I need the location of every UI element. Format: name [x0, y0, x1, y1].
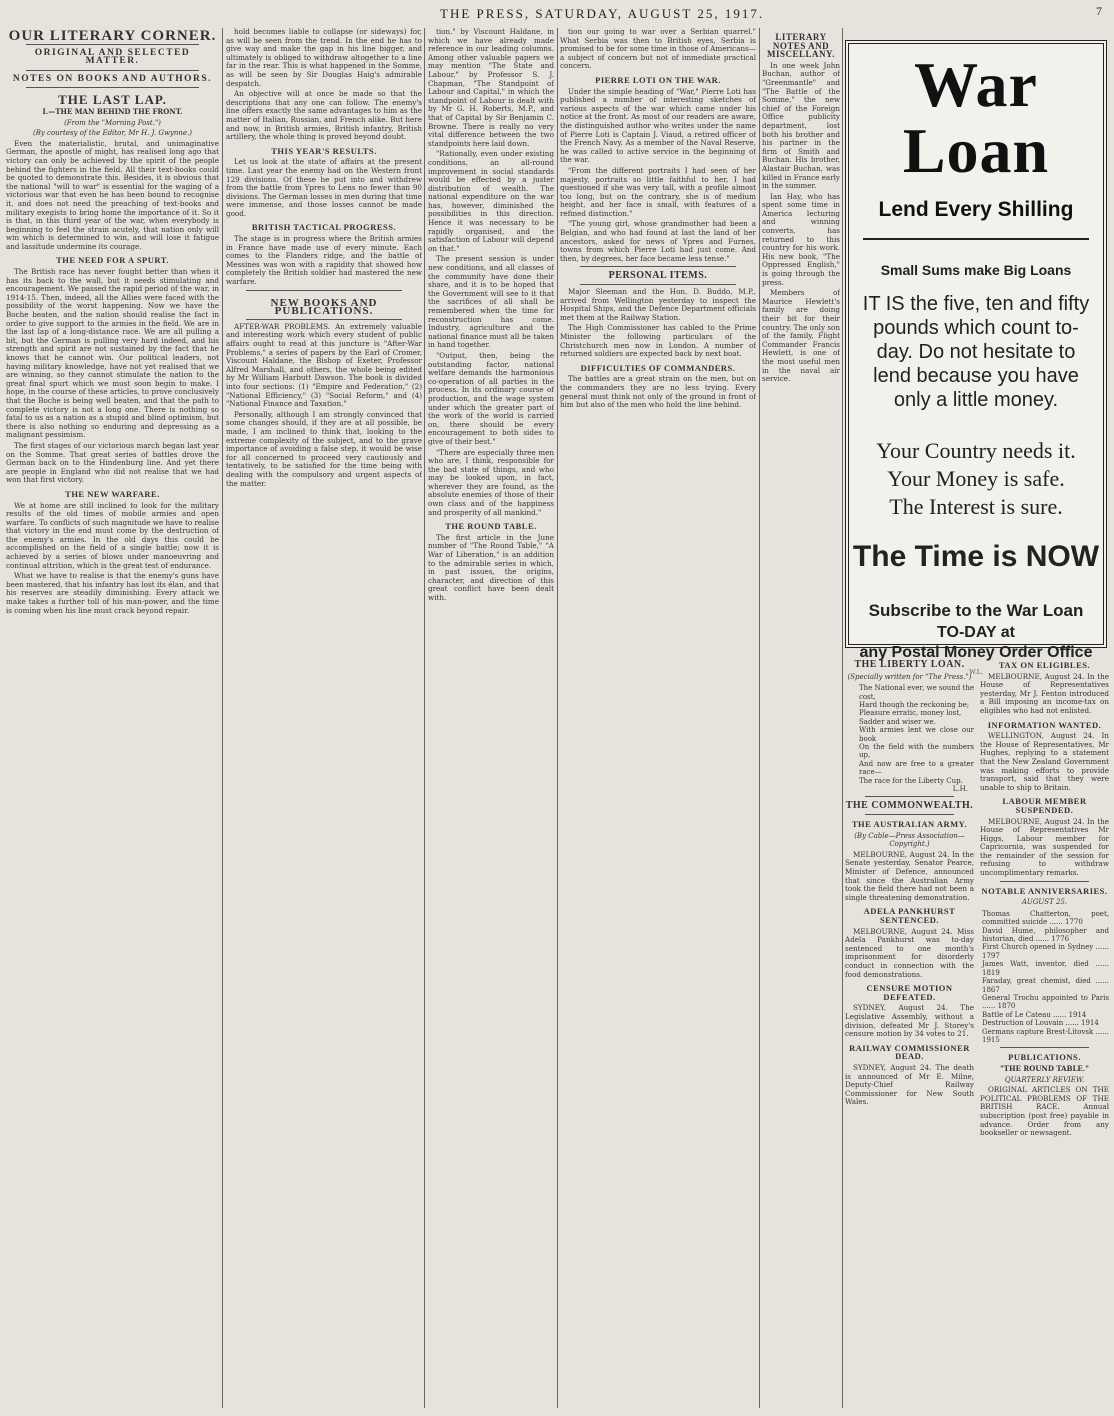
list-item: Faraday, great chemist, died ...... 1867 — [982, 977, 1109, 994]
masthead — [0, 4, 1114, 26]
paragraph: Ian Hay, who has spent some time in America lecturing and winning converts, has returned to this country for his work. His new book, "The Oppressed English," is going through the press. — [762, 191, 840, 287]
divider — [865, 814, 954, 815]
paragraph: SYDNEY, August 24. The death is announced of Mr E. Milne, Deputy-Chief Railway Commissioner for New South Wales. — [845, 1062, 974, 1107]
publication-subtitle: QUARTERLY REVIEW. — [1004, 1075, 1085, 1084]
literary-notes-heading: LITERARY NOTES AND MISCELLANY. — [767, 32, 835, 60]
list-item: General Trochu appointed to Paris ...... 1870 — [982, 993, 1109, 1011]
subheading: RAILWAY COMMISSIONER DEAD. — [849, 1042, 970, 1062]
subheading: TAX ON ELIGIBLES. — [998, 660, 1091, 670]
paragraph: MELBOURNE, August 24. Miss Adela Pankhurst was to-day sentenced to one month's imprisonment for disorderly conduct in connection with the food demonstrations. — [845, 926, 974, 979]
section-heading: OUR LITERARY CORNER. — [8, 28, 217, 44]
ad-code: W.L. — [969, 668, 983, 676]
poem-line: Pleasure erratic, money lost, — [859, 709, 962, 718]
article-subtitle: I.—THE MAN BEHIND THE FRONT. — [42, 106, 183, 116]
paragraph: tion." by Viscount Haldane, in which we have already made reference in our leading columns. Among other valuable papers we may mention "The State and Labour," by Professor S. J. Chapman, "The Standpoint of Labour and Capital," in which the standpoint of Labour is dealt with by Mr G. H. Roberts, M.P., and that of Capital by Sir Benjamin C. Browne. There is really no very vital difference between the two standpoints here laid down. — [428, 28, 554, 148]
article-credit: (By courtesy of the Editor, Mr H. J. Gwynne.) — [32, 129, 193, 138]
column-5 — [762, 28, 840, 648]
poem-signature: L.H. — [952, 785, 968, 794]
poem-line: Hard though the reckoning be; — [859, 701, 970, 709]
column-rule — [557, 28, 558, 1408]
ad-subscribe: Subscribe to the War Loan — [868, 601, 1084, 620]
column-3 — [428, 28, 554, 1408]
divider — [580, 266, 736, 267]
liberty-poem — [859, 684, 974, 793]
paragraph: What we have to realise is that the enemy's guns have been mastered, that his infantry has lost its élan, and that his reserves are steadily diminishing. Every attack we make takes a further toll of his man-power, and the time is coming when his line must crack beyond repair. — [6, 571, 219, 615]
column-6 — [845, 656, 1109, 1396]
paragraph: hold becomes liable to collapse (or sideways) for, as will be seen from the trend. In the end he has to give way and make the gap in his line bigger, and ultimately is obliged to withdraw altogether to a line far in the rear. This is what happened in the Somme, as will be seen by Sir Douglas Haig's admirable despatch. — [226, 28, 422, 88]
paragraph: The first stages of our victorious march began last year on the Somme. That great series of battles drove the German back on to the Hindenburg line. And yet there are people in England who did not realise that we had won that first victory. — [6, 440, 219, 485]
poem-line: Sadder and wiser we. — [859, 717, 936, 726]
paragraph: The battles are a great strain on the men, but on the commanders they are no less trying. Every general must think not only of the ground in front of him but also of the men who hold the line behind. — [560, 374, 756, 410]
paragraph: The British race has never fought better than when it has its back to the wall, but it needs stimulating and encouragement. We passed the rapid period of the war, in 1914-15. Then, indeed, all the Allies were faced with the possibility of the worst happening. Now we have the Boche beaten, and the nation should realise the fact in order to give support to the armies in the field. We are in the last lap of a long-distance race. We are all pulling a bit, but the German is pulling very hard indeed, and his strength and spirit are not sustained by the fact that he knows that he cannot win. Our political leaders, not having military knowledge, have not yet realised that we are winning, so they cannot stimulate the nation to the great final spurt which we must soon begin to make. I hope, in the course of these articles, to prove conclusively that the Boche is being well beaten, and that the path to complete victory is not a long one. There is nothing so fatal to us as a nation as a stupid and blind optimism, but there is also nothing so enduring and depressing as a malignant pessimism. — [6, 267, 219, 440]
divider — [26, 70, 199, 71]
column-rule — [842, 28, 843, 1408]
paragraph: MELBOURNE, August 24. In the House of Representatives yesterday, Mr J. Fenton introduced a Bill imposing an income-tax on eligibles who had not enlisted. — [980, 671, 1109, 715]
paragraph: Personally, although I am strongly convinced that some changes should, if they are at all possible, be made, I am inclined to think that, looking to the extreme complexity of the subject, and to the grave importance of avoiding a false step, it would be wise for all concerned to proceed very cautiously and tentatively, to be satisfied for the time being with dealing with the compulsory and urgent aspects of the matter. — [226, 409, 422, 488]
subheading: PERSONAL ITEMS. — [608, 270, 708, 282]
paragraph: "From the different portraits I had seen of her majesty, portraits so little faithful to her, I had questioned if she was very tall, with a profile almost too long, but on the contrary, she is of medium height, and her face is small, with features of a refined distinction." — [560, 165, 756, 218]
publication-title: "THE ROUND TABLE." — [1000, 1063, 1089, 1073]
subheading: THE COMMONWEALTH. — [845, 800, 974, 812]
poem-line: And now are free to a greater race— — [859, 759, 974, 777]
paragraph: The High Commissioner has cabled to the Prime Minister the following particulars of the Christchurch men now in London. A number of returned soldiers are expected back by next boat. — [560, 323, 756, 359]
divider — [865, 796, 954, 797]
article-title: THE LAST LAP. — [58, 92, 167, 108]
ad-small-sums: Small Sums make Big Loans — [880, 262, 1072, 278]
masthead-title: THE PRESS, SATURDAY, AUGUST 25, 1917. — [440, 6, 765, 21]
subheading: THE LIBERTY LOAN. — [854, 659, 965, 670]
poem-line: The race for the Liberty Cup. — [859, 776, 963, 785]
anniversary-list — [982, 910, 1109, 1045]
paragraph: In one week John Buchan, author of "Greenmantle" and "The Battle of the Somme," the new chief of the Foreign Office publicity department, lost both his brother and his partner in the firm of Smith and Buchan. His brother, Alastair Buchan, was killed in France early in the summer. — [762, 60, 840, 191]
paragraph: The stage is in progress where the British armies in France have made use of every minute. Each comes to the Flanders ridge, and the battle of Messines was won with a rapidity that showed how completely the British soldier had mastered the new warfare. — [226, 234, 422, 287]
column-1 — [6, 28, 219, 1408]
subheading: THE NEW WARFARE. — [65, 488, 160, 499]
poem-credit: (Specially written for "The Press.") — [847, 672, 972, 681]
paragraph: The first article in the June number of "The Round Table," "A War of Liberation," is an addition to the admirable series in which, in past issues, the origins, character, and direction of this great conflict have been dealt with. — [428, 532, 554, 602]
paragraph: SYDNEY, August 24. The Legislative Assembly, without a division, defeated Mr J. Storey's censure motion by 34 votes to 21. — [845, 1003, 974, 1039]
poem-line: On the field with the numbers up, — [859, 743, 974, 760]
cable-credit: (By Cable—Press Association—Copyright.) — [854, 831, 965, 849]
divider — [246, 290, 402, 291]
anniversary-date: AUGUST 25. — [1021, 898, 1068, 907]
ad-today: TO-DAY at — [937, 624, 1015, 641]
divider — [246, 319, 402, 320]
paragraph: Even the materialistic, brutal, and unimaginative German, the apostle of might, has realised long ago that victory can only be achieved by the spirit of the people behind the fighters in the field. All their text-books could be quoted to demonstrate this. Besides, it is obvious that the national "will to war" is essential for the waging of a victorious war that even he has been bound to recognise it, and does not need the preaching of text-books and military exegists to bring home the importance of it. So it is that, in this third year of the war, when everybody is beginning to feel the strain acutely, that nation only will win which is determined to win, and will lose it fatigue and lassitude undermine its courage. — [6, 138, 219, 251]
ad-divider — [863, 238, 1089, 240]
divider — [1000, 881, 1089, 882]
list-item: Germans capture Brest-Litovsk ...... 1915 — [982, 1027, 1109, 1044]
subheading: THE AUSTRALIAN ARMY. — [851, 819, 968, 830]
section-subheading-2: NOTES ON BOOKS AND AUTHORS. — [12, 73, 213, 84]
subheading: NOTABLE ANNIVERSARIES. — [981, 885, 1108, 896]
page-number: 7 — [1096, 4, 1104, 18]
ad-time-now: The Time is NOW — [852, 540, 1100, 573]
paragraph: "Rationally, even under existing conditions, an all-round improvement in social standards would be effected by a juster distribution of wealth. The national expenditure on the war has, however, diminished the possibilities in this direction. Hence it was necessary to be rapidly organised, and the satisfaction of Labour will depend on that." — [428, 149, 554, 253]
list-item: James Watt, inventor, died ...... 1819 — [982, 960, 1109, 977]
article-source: (From the "Morning Post.") — [64, 118, 161, 127]
paragraph: MELBOURNE, August 24. In the House of Representatives Mr Higgs, Labour member for Capricornia, was suspended for the remainder of the session for refusing to withdraw uncomplimentary remarks. — [980, 816, 1109, 878]
paragraph: "The young girl, whose grandmother had been a Belgian, and who had found at last the land of her ancestors, asked for news of Ypres and Furnes, towns from which Pierre Loti had just come. And then, by degrees, her face became less tense." — [560, 219, 756, 263]
subheading: THIS YEAR'S RESULTS. — [271, 145, 377, 156]
paragraph: Let us look at the state of affairs at the present time. Last year the enemy had on the Western front 129 divisions. Of these he put into and withdrew from the battle from Ypres to Lens no fewer than 90 divisions. The German losses in men during that time were immense, and those losses cannot be made good. — [226, 157, 422, 218]
list-item: Thomas Chatterton, poet, committed suicide ...... 1770 — [982, 909, 1109, 927]
subheading: PIERRE LOTI ON THE WAR. — [595, 74, 721, 85]
ad-interest-line: The Interest is sure. — [889, 494, 1063, 519]
subheading: THE NEED FOR A SPURT. — [56, 255, 169, 266]
poem-line: With armies lent we close our book — [859, 726, 974, 743]
subheading: ADELA PANKHURST SENTENCED. — [863, 906, 956, 925]
column-rule — [222, 28, 223, 1408]
column-2 — [226, 28, 422, 1408]
subheading: BRITISH TACTICAL PROGRESS. — [251, 222, 397, 233]
paragraph: AFTER-WAR PROBLEMS. An extremely valuable and interesting work which every student of public affairs ought to read at this juncture is "After-War Problems," a series of papers by the Earl of Cromer, Viscount Haldane, the Bishop of Exeter, Professor Alfred Marshall, and others, the whole being edited by Mr William Harbutt Dawson. The book is divided into four sections: (1) "Empire and Federation," (2) "National Efficiency," (3) "Social Reform," and (4) "National Finance and Taxation." — [226, 321, 422, 409]
list-item: Destruction of Louvain ...... 1914 — [982, 1019, 1099, 1028]
section-subheading: ORIGINAL AND SELECTED MATTER. — [34, 47, 191, 67]
paragraph: Members of Maurice Hewlett's family are doing their bit for their country. The only son of the family, Flight Commander Francis Hewlett, is one of the most useful men in the naval air service. — [762, 288, 840, 384]
ad-headline: War Loan — [902, 49, 1050, 186]
paragraph: tion our going to war over a Serbian quarrel." What Serbia was then to British eyes, Serbia is promised to be for some time in those of Americans—a subject of concern but not of immediate practical concern. — [560, 28, 756, 71]
divider — [26, 87, 199, 88]
ad-country-line: Your Country needs it. — [876, 438, 1076, 463]
divider — [1000, 1047, 1089, 1048]
list-item: First Church opened in Sydney ...... 1797 — [982, 943, 1109, 960]
subheading: DIFFICULTIES OF COMMANDERS. — [580, 362, 736, 373]
subheading: THE ROUND TABLE. — [445, 521, 537, 532]
paragraph: Under the simple heading of "War," Pierre Loti has published a number of interesting sketches of various aspects of the war which came under his notice at the front. As most of our readers are aware, the distinguished author who writes under the name of Pierre Loti is Captain J. Viaud, a retired officer of the French Navy. As a member of the Naval Reserve, he was called to active service in the beginning of the war. — [560, 86, 756, 165]
column-4 — [560, 28, 756, 1408]
subheading: INFORMATION WANTED. — [987, 719, 1102, 730]
paragraph: "There are especially three men who are, I think, responsible for the bad state of things, and who may be looked upon, in fact, wherever they are found, as the absolute enemies of those of their own class and of the happiness and prosperity of all mankind." — [428, 447, 554, 517]
ad-office: any Postal Money Order Office — [859, 644, 1093, 661]
subheading: CENSURE MOTION DEFEATED. — [866, 983, 953, 1002]
paragraph: We at home are still inclined to look for the military results of the old times of mobile armies and open warfare. To conflicts of such magnitude we have to realise that victory in the end must come by the destruction of the enemy's armies. In the old days this could be accomplished on the field of a single battle; now it is achieved by a series of blows under manoeuvring and continual attrition, which is the great test of endurance. — [6, 500, 219, 570]
ad-tagline: Lend Every Shilling — [878, 198, 1074, 221]
paragraph: Major Sleeman and the Hon. D. Buddo, M.P., arrived from Wellington yesterday to inspect the Hospital Ships, and the Defence Department officials met them at the Railway Station. — [560, 287, 756, 322]
subheading: PUBLICATIONS. — [1008, 1052, 1081, 1063]
paragraph: WELLINGTON, August 24. In the House of Representatives, Mr Hughes, replying to a statement that the New Zealand Government was making efforts to provide transport, said that they were unable to ship to Britain. — [980, 731, 1109, 792]
list-item: Battle of Le Cateau ...... 1914 — [982, 1010, 1087, 1019]
paragraph: The present session is under new conditions, and all classes of the community have done their share, and it is to be hoped that the Government will see to it that the sacrifices of all shall be remembered when the time for reconstruction has come. Industry, agriculture and the national finance must all be taken in hand together. — [428, 254, 554, 350]
list-item: David Hume, philosopher and historian, died ...... 1776 — [982, 926, 1109, 944]
divider — [580, 284, 736, 285]
paragraph: An objective will at once be made so that the descriptions that any one can follow. The enemy's line offers exactly the same advantages to him as the matter of Italian, Russian, and French alike. But here and now, in British armies, British infantry, British artillery, the whole thing is proved beyond doubt. — [226, 89, 422, 142]
paragraph: "Output, then, being the outstanding factor, national welfare demands the harmonious co-operation of all parties in the process. In its ordinary course of production, and the wage system under which the greater part of the work of the world is carried on, there should be every encouragement to both sides to give of their best." — [428, 350, 554, 446]
paragraph: MELBOURNE, August 24. In the Senate yesterday, Senator Pearce, Minister of Defence, announced that since the Australian Army took the field there had not been a single threatening demonstration. — [845, 849, 974, 902]
column-rule — [424, 28, 425, 1408]
column-rule — [759, 28, 760, 1408]
paragraph: ORIGINAL ARTICLES ON THE POLITICAL PROBLEMS OF THE BRITISH RACE. Annual subscription (post free) payable in advance. Order from any bookseller or newsagent. — [980, 1085, 1109, 1138]
books-heading: NEW BOOKS AND PUBLICATIONS. — [270, 296, 378, 318]
subheading: LABOUR MEMBER SUSPENDED. — [1002, 796, 1087, 815]
poem-line: The National ever, we sound the cost, — [859, 684, 974, 701]
ad-body: IT IS the five, ten and fifty pounds which count to-day. Do not hesitate to lend because you have only a little money. — [862, 293, 1090, 411]
ad-money-line: Your Money is safe. — [887, 466, 1065, 491]
